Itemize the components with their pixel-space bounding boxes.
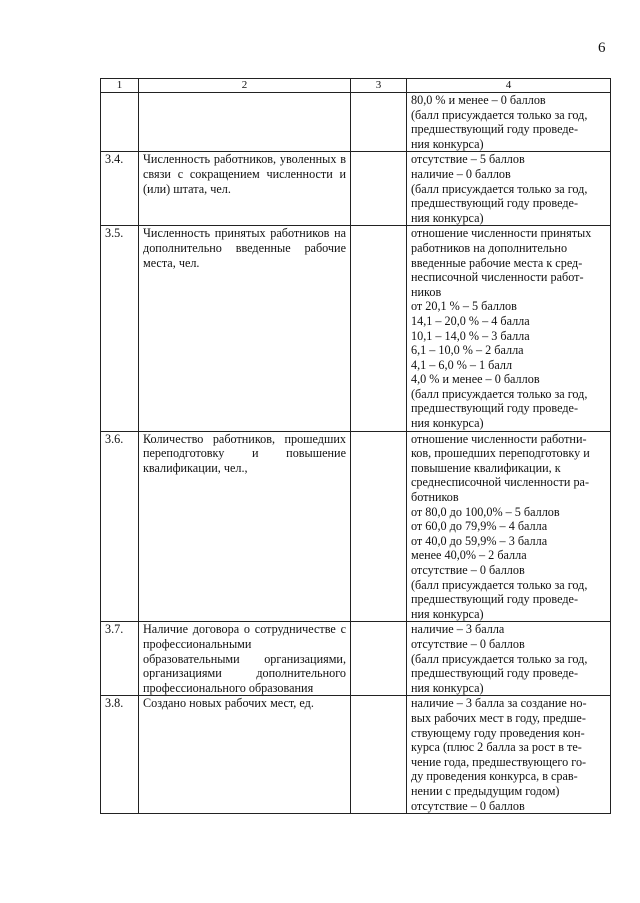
indicator-value: [351, 696, 407, 814]
criteria-line: от 60,0 до 79,9% – 4 балла: [411, 519, 548, 534]
indicator-value: [351, 152, 407, 226]
criteria-line: 80,0 % и менее – 0 баллов: [411, 93, 546, 107]
criteria-line: наличие – 0 баллов: [411, 166, 511, 181]
criteria-line: отношение численности принятых: [411, 226, 592, 241]
criteria-line: ния конкурса): [411, 680, 484, 695]
header-col-4: 4: [407, 79, 611, 93]
criteria-line: 6,1 – 10,0 % – 2 балла: [411, 343, 524, 358]
criteria-line: наличие – 3 балла за создание но-: [411, 696, 587, 711]
criteria-table: [100, 78, 611, 814]
indicator-name: Создано новых рабочих мест, ед.: [139, 696, 351, 814]
criteria-line: предшествующий году проведе-: [411, 122, 578, 137]
criteria-line: работников на дополнительно: [411, 240, 568, 255]
table-row: [101, 622, 611, 696]
page-number: 6: [598, 40, 606, 56]
criteria-line: ствующему году проведения кон-: [411, 725, 585, 740]
item-number: [101, 93, 139, 152]
criteria-line: несписочной численности работ-: [411, 270, 584, 285]
table-row: [101, 226, 611, 431]
table-row: [101, 696, 611, 814]
criteria-line: ния конкурса): [411, 136, 484, 151]
criteria-line: наличие – 3 балла: [411, 622, 505, 637]
criteria-line: курса (плюс 2 балла за рост в те-: [411, 740, 582, 755]
header-col-1: 1: [101, 79, 139, 93]
criteria-table-body: [101, 79, 611, 814]
criteria-line: ников: [411, 284, 442, 299]
indicator-name: Численность работников, уволенных в связи с сокращением численности и (или) штата, чел.: [139, 152, 351, 226]
criteria-line: введенные рабочие места к сред-: [411, 255, 583, 270]
header-col-2: 2: [139, 79, 351, 93]
table-row: [101, 431, 611, 622]
criteria-line: предшествующий году проведе-: [411, 401, 578, 416]
criteria-line: ния конкурса): [411, 210, 484, 225]
criteria-line: ботников: [411, 490, 459, 505]
criteria-line: среднесписочной численности ра-: [411, 475, 590, 490]
table-row: [101, 152, 611, 226]
criteria-line: (балл присуждается только за год,: [411, 107, 588, 122]
scoring-criteria: [407, 622, 611, 696]
indicator-name: [139, 93, 351, 152]
criteria-line: от 80,0 до 100,0% – 5 баллов: [411, 504, 560, 519]
criteria-line: повышение квалификации, к: [411, 460, 561, 475]
criteria-line: чение года, предшествующего го-: [411, 754, 587, 769]
item-number: 3.5.: [101, 226, 139, 431]
scoring-criteria: [407, 226, 611, 431]
criteria-line: ков, прошедших переподготовку и: [411, 446, 590, 461]
indicator-value: [351, 93, 407, 152]
scoring-criteria: [407, 152, 611, 226]
header-col-3: 3: [351, 79, 407, 93]
criteria-line: 4,1 – 6,0 % – 1 балл: [411, 357, 513, 372]
scoring-criteria: [407, 93, 611, 152]
item-number: 3.8.: [101, 696, 139, 814]
criteria-line: отсутствие – 0 баллов: [411, 636, 525, 651]
indicator-value: [351, 226, 407, 431]
criteria-line: ния конкурса): [411, 416, 484, 431]
criteria-line: 4,0 % и менее – 0 баллов: [411, 372, 540, 387]
item-number: 3.6.: [101, 431, 139, 622]
criteria-line: менее 40,0% – 2 балла: [411, 548, 527, 563]
criteria-line: отсутствие – 0 баллов: [411, 798, 525, 813]
criteria-line: ния конкурса): [411, 606, 484, 621]
item-number: 3.7.: [101, 622, 139, 696]
criteria-line: вых рабочих мест в году, предше-: [411, 710, 586, 725]
indicator-name: Численность принятых работников на дополнительно введенные рабочие места, чел.: [139, 226, 351, 431]
scoring-criteria: [407, 431, 611, 622]
criteria-line: отсутствие – 5 баллов: [411, 152, 525, 167]
header-row: [101, 79, 611, 93]
criteria-line: ду проведения конкурса, в срав-: [411, 769, 578, 784]
criteria-line: предшествующий году проведе-: [411, 592, 578, 607]
criteria-line: нении с предыдущим годом): [411, 783, 560, 798]
indicator-value: [351, 431, 407, 622]
item-number: 3.4.: [101, 152, 139, 226]
criteria-line: отсутствие – 0 баллов: [411, 563, 525, 577]
criteria-line: 10,1 – 14,0 % – 3 балла: [411, 328, 530, 343]
criteria-line: отношение численности работни-: [411, 431, 587, 446]
criteria-line: от 40,0 до 59,9% – 3 балла: [411, 533, 548, 548]
indicator-name: Наличие договора о сотрудничестве с профессиональными образовательными организациями, организациями дополнительного профессионального образования: [139, 622, 351, 696]
indicator-name: Количество работников, прошедших переподготовку и повышение квалификации, чел.,: [139, 431, 351, 622]
table-row: [101, 93, 611, 152]
indicator-value: [351, 622, 407, 696]
scoring-criteria: [407, 696, 611, 814]
criteria-line: (балл присуждается только за год,: [411, 651, 588, 666]
criteria-line: предшествующий году проведе-: [411, 196, 578, 211]
criteria-line: (балл присуждается только за год,: [411, 181, 588, 196]
criteria-line: от 20,1 % – 5 баллов: [411, 299, 517, 314]
criteria-line: (балл присуждается только за год,: [411, 577, 588, 592]
criteria-line: 14,1 – 20,0 % – 4 балла: [411, 313, 530, 328]
criteria-line: (балл присуждается только за год,: [411, 386, 588, 401]
criteria-line: предшествующий году проведе-: [411, 666, 578, 681]
